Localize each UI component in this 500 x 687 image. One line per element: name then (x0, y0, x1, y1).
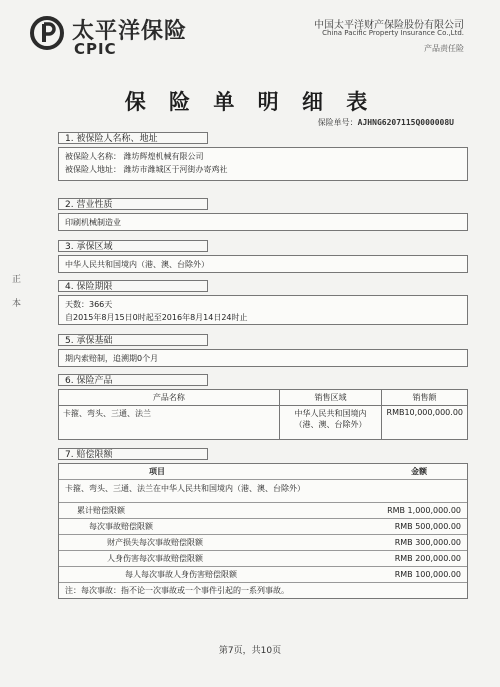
limit-row (59, 551, 467, 567)
seal-text: 产品责任险 (424, 44, 464, 53)
section-heading: 6. 保险产品 (58, 374, 208, 386)
product-name: 卡箍、弯头、三通、法兰 (59, 406, 280, 440)
policy-number (318, 117, 454, 128)
page-footer: 第7页，共10页 (218, 646, 282, 656)
logo-english: CPIC (74, 40, 117, 58)
section-area (58, 240, 468, 273)
limit-amount: RMB 300,000.00 (394, 538, 461, 547)
policy-number-label: 保险单号： (317, 118, 358, 127)
section-heading: 4. 保险期限 (58, 280, 208, 292)
insured-address: 被保险人地址： 潍坊市潍城区于河街办寄鸡社 (65, 165, 228, 174)
section-products (58, 374, 468, 440)
limit-amount: RMB 1,000,000.00 (387, 506, 461, 515)
company-name-en: China Pacific Property Insurance Co.,Ltd. (322, 29, 464, 37)
limit-row (59, 503, 467, 519)
section-basis (58, 334, 468, 367)
limit-amount: RMB 500,000.00 (394, 522, 461, 531)
limit-amount: RMB 200,000.00 (394, 554, 461, 563)
limit-label: 累计赔偿限额 (77, 506, 125, 515)
business-nature: 印刷机械制造业 (58, 213, 468, 231)
insured-name: 被保险人名称： 潍坊辉煌机械有限公司 (65, 152, 204, 161)
period-days: 天数：366天 (65, 300, 113, 309)
section-heading: 5. 承保基础 (58, 334, 208, 346)
products-table (58, 389, 468, 440)
coverage-basis: 期内索赔制，追溯期0个月 (58, 349, 468, 367)
section-heading: 1. 被保险人名称、地址 (58, 132, 208, 144)
cpic-logo-icon (30, 16, 64, 50)
limit-row (59, 567, 467, 583)
col-amount: 金额 (411, 467, 427, 476)
section-heading: 2. 营业性质 (58, 198, 208, 210)
logo-chinese: 太平洋保险 (72, 19, 188, 44)
limit-label: 财产损失每次事故赔偿限额 (107, 538, 203, 547)
limits-header-row (59, 464, 467, 480)
limits-table (58, 463, 468, 599)
col-sales-amount: 销售额 (382, 390, 468, 406)
limits-note: 注：每次事故：指不论一次事故或一个事件引起的一系列事故。 (65, 586, 289, 595)
limit-amount: RMB 100,000.00 (394, 570, 461, 579)
col-item: 项目 (149, 467, 165, 476)
company-name-cn: 中国太平洋财产保险股份有限公司 (314, 20, 464, 31)
col-product-name: 产品名称 (59, 390, 280, 406)
section-body (58, 147, 468, 181)
section-heading: 7. 赔偿限额 (58, 448, 208, 460)
product-amount: RMB10,000,000.00 (382, 406, 468, 440)
section-body (58, 295, 468, 325)
section-business (58, 198, 468, 231)
limit-label: 人身伤害每次事故赔偿限额 (107, 554, 203, 563)
limits-scope: 卡箍、弯头、三通、法兰在中华人民共和国境内（港、澳、台除外） (59, 480, 467, 503)
section-insured (58, 132, 468, 181)
coverage-area: 中华人民共和国境内（港、澳、台除外） (58, 255, 468, 273)
section-period (58, 280, 468, 325)
limit-row (59, 519, 467, 535)
product-area: 中华人民共和国境内（港、澳、台除外） (279, 406, 381, 440)
policy-number-value: AJHNG6207115Q000008U (357, 118, 454, 127)
limit-label: 每次事故赔偿限额 (89, 522, 153, 531)
limit-row (59, 535, 467, 551)
col-sales-area: 销售区域 (279, 390, 381, 406)
side-mark-1: 正 (12, 275, 22, 285)
document-title: 保 险 单 明 细 表 (124, 89, 376, 114)
side-mark-2: 本 (12, 299, 22, 309)
limit-label: 每人每次事故人身伤害赔偿限额 (125, 570, 237, 579)
section-limits (58, 448, 468, 599)
section-heading: 3. 承保区域 (58, 240, 208, 252)
period-range: 自2015年8月15日0时起至2016年8月14日24时止 (65, 313, 248, 322)
